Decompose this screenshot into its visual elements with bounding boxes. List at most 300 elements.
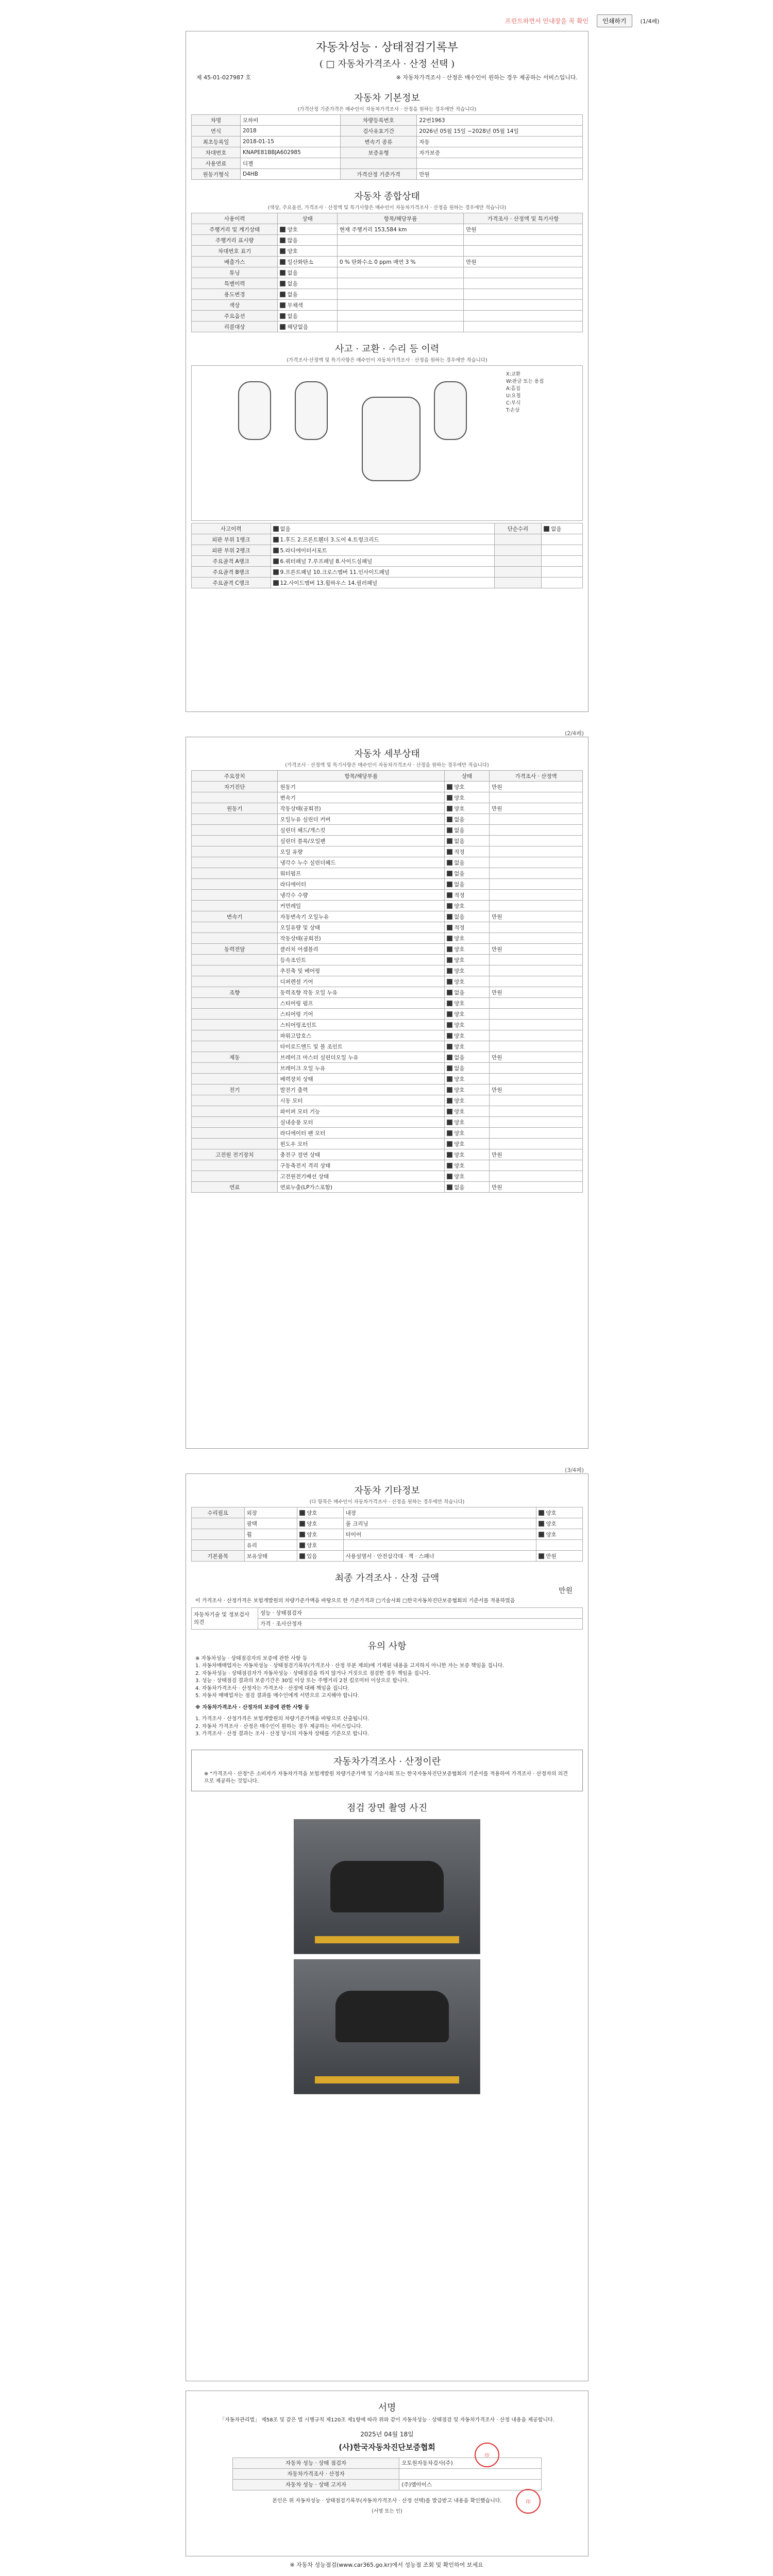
- notice-line: 1. 자동차매매업자는 자동차성능 · 상태점검기록부(가격조사 · 산정 부분 제외)에 기재된 내용을 고지하지 아니한 자는 보증 책임을 집니다.: [195, 1663, 505, 1669]
- total-detail: [337, 267, 463, 278]
- total-status: 양호: [278, 246, 337, 257]
- total-price: [464, 267, 583, 278]
- checkbox-icon: [299, 1510, 305, 1516]
- basic-value: 2018: [240, 126, 340, 137]
- detail-system: [192, 901, 278, 911]
- legend-item: A:흠집: [506, 386, 520, 392]
- detail-price: [490, 846, 583, 857]
- page-2: [186, 730, 589, 1449]
- detail-part: 작동상태(공회전): [278, 933, 445, 944]
- detail-price: 만원: [490, 1052, 583, 1063]
- total-header: 사용이력: [192, 213, 278, 224]
- page-1: [186, 31, 589, 712]
- detail-system: [192, 1106, 278, 1117]
- doc-notice: ※ 자동차가격조사 · 산정은 매수인이 원하는 경우 제공하는 서비스입니다.: [396, 74, 578, 81]
- etc-status: 만원: [536, 1551, 583, 1562]
- total-detail: 0 % 탄화수소 0 ppm 매연 3 %: [337, 257, 463, 267]
- detail-sub: (가격조사 · 산정액 및 특기사항은 매수인이 자동차가격조사 · 산정을 원하는 경우에만 적습니다): [285, 762, 489, 768]
- detail-system: [192, 1030, 278, 1041]
- checkbox-icon: [447, 946, 452, 952]
- footer-note: ※ 자동차 성능점검(www.car365.go.kr)에서 성능점 조회 및 확인하여 보세요: [290, 2562, 483, 2568]
- receive-text: 본인은 위 자동차성능 · 상태점검기록부(자동차가격조사 · 산정 선택)를 발급받고 내용을 확인했습니다.: [272, 2498, 502, 2504]
- etc-status: 양호: [297, 1518, 344, 1529]
- checkbox-icon: [447, 784, 452, 790]
- detail-part: 오일 유량: [278, 846, 445, 857]
- basic-label: 가격산정 기준가격: [340, 169, 417, 180]
- detail-row: [192, 976, 583, 987]
- etc-item: 내장: [343, 1507, 536, 1518]
- basic-info-sub: (가격산정 기준가격은 매수인이 자동차가격조사 · 산정을 원하는 경우에만 적습니다): [297, 107, 477, 112]
- opinion-inspector: 성능 · 상태점검자: [258, 1607, 583, 1618]
- checkbox-icon: [447, 1141, 452, 1147]
- signature-title: 서명: [378, 2402, 396, 2413]
- detail-price: 만원: [490, 911, 583, 922]
- etc-item: [343, 1540, 536, 1551]
- total-status-table: [191, 213, 583, 332]
- detail-system: [192, 1171, 278, 1182]
- detail-part: 시동 모터: [278, 1095, 445, 1106]
- total-price: [464, 300, 583, 311]
- accident-label: 주요골격 A랭크: [192, 556, 271, 567]
- detail-status: 없음: [445, 1052, 490, 1063]
- detail-status: 양호: [445, 998, 490, 1009]
- lift-shape: [315, 1936, 459, 1943]
- detail-price: [490, 1117, 583, 1128]
- accident-value: [542, 534, 583, 545]
- etc-item: 유리: [244, 1540, 297, 1551]
- car-outline-front: [238, 381, 271, 440]
- notice-list: [186, 1653, 588, 1702]
- inspection-photo-2: [294, 1959, 480, 2094]
- sign-role: 자동차 성능 · 상태 고지자: [233, 2479, 399, 2490]
- detail-system: [192, 1128, 278, 1139]
- total-detail: [337, 278, 463, 289]
- detail-row: [192, 792, 583, 803]
- detail-part: 구동축전지 격리 상태: [278, 1160, 445, 1171]
- detail-status: 적정: [445, 890, 490, 901]
- page-3: [186, 1467, 589, 2381]
- page-counter: (1/4페): [640, 18, 660, 25]
- basic-row: [192, 115, 583, 126]
- checkbox-icon: [447, 1174, 452, 1179]
- total-row: [192, 300, 583, 311]
- total-item: 용도변경: [192, 289, 278, 300]
- checkbox-icon: [447, 1022, 452, 1028]
- notice-line: 5. 자동차 매매업자는 점검 결과를 매수인에게 서면으로 고지해야 합니다.: [195, 1693, 360, 1699]
- detail-system: [192, 998, 278, 1009]
- receive-sign: (서명 또는 인): [372, 2509, 402, 2514]
- detail-row: [192, 1009, 583, 1020]
- photo-title: 점검 장면 촬영 사진: [346, 1802, 428, 1814]
- checkbox-icon: [280, 324, 285, 330]
- checkbox-icon: [447, 957, 452, 963]
- basic-value: 2018-01-15: [240, 137, 340, 147]
- detail-price: [490, 976, 583, 987]
- detail-price: [490, 857, 583, 868]
- checkbox-icon: [447, 1001, 452, 1006]
- detail-price: [490, 1128, 583, 1139]
- checkbox-icon: [280, 313, 285, 319]
- checkbox-icon: [447, 827, 452, 833]
- total-status: 없음: [278, 267, 337, 278]
- detail-price: [490, 965, 583, 976]
- detail-row: [192, 933, 583, 944]
- detail-row: [192, 782, 583, 792]
- etc-item: 보유상태: [244, 1551, 297, 1562]
- detail-system: [192, 1020, 278, 1030]
- detail-price: [490, 825, 583, 836]
- checkbox-icon: [447, 914, 452, 920]
- checkbox-icon: [539, 1510, 544, 1516]
- org-stamp: 印: [475, 2443, 499, 2467]
- detail-part: 등속조인트: [278, 955, 445, 965]
- checkbox-icon: [447, 892, 452, 898]
- legend-item: U:요철: [506, 393, 521, 399]
- detail-system: 연료: [192, 1182, 278, 1193]
- detail-row: [192, 1095, 583, 1106]
- basic-row: [192, 137, 583, 147]
- detail-title: 자동차 세부상태: [354, 749, 420, 759]
- detail-row: [192, 879, 583, 890]
- detail-price: 만원: [490, 803, 583, 814]
- etc-status: 양호: [536, 1518, 583, 1529]
- sign-row: [233, 2468, 542, 2479]
- detail-price: [490, 1074, 583, 1084]
- checkbox-icon: [447, 979, 452, 985]
- checkbox-icon: [280, 248, 285, 254]
- detail-price: [490, 890, 583, 901]
- etc-item: 타이어: [343, 1529, 536, 1540]
- checkbox-icon: [447, 1055, 452, 1060]
- checkbox-icon: [447, 936, 452, 941]
- detail-header: 주요장치: [192, 771, 278, 782]
- detail-system: 자기진단: [192, 782, 278, 792]
- appraisal-box-title: 자동차가격조사 · 산정이란: [333, 1756, 441, 1767]
- detail-price: [490, 868, 583, 879]
- checkbox-icon: [447, 1087, 452, 1093]
- accident-label: [494, 556, 541, 567]
- detail-part: 배력장치 상태: [278, 1074, 445, 1084]
- car-outline-side: [295, 381, 328, 440]
- detail-status: 없음: [445, 868, 490, 879]
- legend-item: W:판금 또는 용접: [506, 379, 544, 384]
- checkbox-icon: [273, 537, 279, 543]
- detail-row: [192, 1074, 583, 1084]
- detail-row: [192, 911, 583, 922]
- notice2-title: ※ 자동차가격조사 · 산정자의 보증에 관한 사항 등: [195, 1704, 310, 1710]
- detail-system: 제동: [192, 1052, 278, 1063]
- detail-system: [192, 879, 278, 890]
- detail-price: [490, 814, 583, 825]
- detail-price: [490, 1063, 583, 1074]
- detail-status: 양호: [445, 955, 490, 965]
- detail-system: [192, 814, 278, 825]
- detail-status: 양호: [445, 1139, 490, 1149]
- checkbox-icon: [299, 1553, 305, 1559]
- detail-price: [490, 922, 583, 933]
- detail-price: [490, 1139, 583, 1149]
- detail-row: [192, 814, 583, 825]
- detail-system: 고전원 전기장치: [192, 1149, 278, 1160]
- detail-part: 스티어링 기어: [278, 1009, 445, 1020]
- detail-part: 워터펌프: [278, 868, 445, 879]
- checkbox-icon: [447, 1011, 452, 1017]
- total-detail: [337, 289, 463, 300]
- detail-price: [490, 1171, 583, 1182]
- basic-value: 모하비: [240, 115, 340, 126]
- detail-status: 양호: [445, 1041, 490, 1052]
- detail-status: 양호: [445, 1074, 490, 1084]
- total-row: [192, 235, 583, 246]
- opinion-table: [191, 1607, 583, 1630]
- detail-part: 오일누유 실린더 커버: [278, 814, 445, 825]
- total-item: 튜닝: [192, 267, 278, 278]
- detail-status: 없음: [445, 879, 490, 890]
- final-price-unit: 만원: [558, 1587, 573, 1595]
- detail-status: 없음: [445, 1063, 490, 1074]
- sign-name: 오토원자동차검사(주): [399, 2458, 542, 2468]
- opinion-appraiser: 가격 · 조사산정자: [258, 1618, 583, 1629]
- etc-item: 사용설명서 · 안전삼각대 · 잭 · 스패너: [343, 1551, 536, 1562]
- detail-row: [192, 1160, 583, 1171]
- accident-value: [542, 556, 583, 567]
- total-price: [464, 321, 583, 332]
- basic-value: [417, 158, 583, 169]
- page-4: [186, 2391, 589, 2556]
- detail-price: [490, 955, 583, 965]
- checkbox-icon: [447, 968, 452, 974]
- detail-row: [192, 846, 583, 857]
- detail-status: 양호: [445, 782, 490, 792]
- appraisal-box-text: ※ "가격조사 · 산정"은 소비자가 자동차가격을 보험개발원 차량기준가액 및 기술사회 또는 한국자동차진단보증협회의 기준서를 적용하여 가격조사 · 산정자의 의견으로 제공하는 것입니다.: [204, 1771, 568, 1784]
- detail-row: [192, 1182, 583, 1193]
- basic-label: 연식: [192, 126, 241, 137]
- checkbox-icon: [447, 1152, 452, 1158]
- detail-part: 실린더 블록/오일팬: [278, 836, 445, 846]
- detail-table: [191, 770, 583, 1193]
- notice-line: 2. 자동차성능 · 상태점검자가 자동차성능 · 상태점검을 하지 않거나 거짓으로 점검한 경우 책임을 집니다.: [195, 1670, 431, 1676]
- checkbox-icon: [447, 849, 452, 855]
- total-item: 특별이력: [192, 278, 278, 289]
- detail-part: 와이퍼 모터 기능: [278, 1106, 445, 1117]
- inspection-photo-1: [294, 1819, 480, 1954]
- basic-row: [192, 158, 583, 169]
- checkbox-icon: [447, 871, 452, 876]
- detail-part: 추진축 및 베어링: [278, 965, 445, 976]
- detail-part: 연료누출(LP가스포함): [278, 1182, 445, 1193]
- total-price: [464, 246, 583, 257]
- detail-system: [192, 976, 278, 987]
- detail-status: 없음: [445, 857, 490, 868]
- etc-sub: (다 항목은 매수인이 자동차가격조사 · 산정을 원하는 경우에만 적습니다): [309, 1499, 465, 1505]
- total-price: [464, 278, 583, 289]
- detail-system: 전기: [192, 1084, 278, 1095]
- total-status: 없음: [278, 289, 337, 300]
- detail-row: [192, 1084, 583, 1095]
- detail-part: 발전기 출력: [278, 1084, 445, 1095]
- notice-line: 3. 성능 · 상태점검 결과의 보증기간은 30일 이상 또는 주행거리 2천 킬로미터 이상으로 합니다.: [195, 1678, 409, 1684]
- detail-system: [192, 868, 278, 879]
- checkbox-icon: [280, 292, 285, 297]
- notice-line: ※ 자동차성능 · 상태점검자의 보증에 관한 사항 등: [195, 1655, 308, 1662]
- detail-system: [192, 825, 278, 836]
- top-bar: [505, 14, 659, 27]
- checkbox-icon: [447, 903, 452, 909]
- checkbox-icon: [447, 1130, 452, 1136]
- checkbox-icon: [273, 569, 279, 575]
- detail-header: 항목/해당부품: [278, 771, 445, 782]
- signature-date: 2025년 04월 18일: [360, 2430, 414, 2438]
- detail-part: 고전원전기배선 상태: [278, 1171, 445, 1182]
- detail-status: 양호: [445, 1117, 490, 1128]
- detail-price: [490, 1160, 583, 1171]
- print-button[interactable]: 인쇄하기: [597, 14, 632, 27]
- basic-value: 22번1963: [417, 115, 583, 126]
- diagram-legend: [506, 370, 578, 413]
- notice2-line: 1. 가격조사 · 산정가격은 보험개발원의 차량기준가액을 바탕으로 산출됩니다.: [195, 1716, 369, 1722]
- accident-row: [192, 556, 583, 567]
- accident-value: [542, 567, 583, 578]
- detail-row: [192, 1128, 583, 1139]
- signature-org: (사)한국자동차진단보증협회: [339, 2442, 435, 2452]
- detail-row: [192, 857, 583, 868]
- total-detail: [337, 235, 463, 246]
- notice-title: 유의 사항: [367, 1640, 407, 1652]
- checkbox-icon: [280, 281, 285, 286]
- total-item: 색상: [192, 300, 278, 311]
- detail-status: 양호: [445, 1009, 490, 1020]
- checkbox-icon: [273, 580, 279, 586]
- detail-status: 양호: [445, 901, 490, 911]
- checkbox-icon: [299, 1543, 305, 1548]
- detail-part: 클러치 어셈블리: [278, 944, 445, 955]
- detail-part: 작동상태(공회전): [278, 803, 445, 814]
- total-detail: [337, 246, 463, 257]
- total-row: [192, 321, 583, 332]
- legend-item: X:교환: [506, 371, 521, 377]
- document-subtitle: ( □ 자동차가격조사 · 산정 선택 ): [319, 59, 455, 70]
- total-header: 상태: [278, 213, 337, 224]
- detail-row: [192, 1106, 583, 1117]
- detail-status: 양호: [445, 1095, 490, 1106]
- basic-value: D4HB: [240, 169, 340, 180]
- detail-system: [192, 1160, 278, 1171]
- checkbox-icon: [273, 558, 279, 564]
- etc-status: 양호: [536, 1507, 583, 1518]
- detail-part: 냉각수 누수 실린더헤드: [278, 857, 445, 868]
- accident-label: 사고이력: [192, 523, 271, 534]
- detail-part: 원동기: [278, 782, 445, 792]
- etc-table: [191, 1507, 583, 1562]
- total-status: 없음: [278, 311, 337, 321]
- etc-status: 양호: [536, 1529, 583, 1540]
- detail-status: 양호: [445, 933, 490, 944]
- detail-status: 양호: [445, 1149, 490, 1160]
- accident-label: [494, 567, 541, 578]
- checkbox-icon: [447, 795, 452, 801]
- detail-price: [490, 1095, 583, 1106]
- detail-status: 없음: [445, 825, 490, 836]
- basic-value: 2026년 05월 15일 ~2028년 05월 14일: [417, 126, 583, 137]
- checkbox-icon: [447, 1109, 452, 1114]
- total-detail: [337, 321, 463, 332]
- etc-status: [536, 1540, 583, 1551]
- doc-number: 제 45-01-027987 호: [196, 74, 251, 81]
- detail-system: 동력전달: [192, 944, 278, 955]
- detail-system: [192, 1009, 278, 1020]
- inspector-stamp: 印: [516, 2489, 541, 2514]
- total-item: 주행거리 및 계기상태: [192, 224, 278, 235]
- accident-sub: (가격조사·산정액 및 특기사항은 매수인이 자동차가격조사 · 산정을 원하는 경우에만 적습니다): [287, 358, 488, 363]
- detail-system: 변속기: [192, 911, 278, 922]
- detail-status: 없음: [445, 911, 490, 922]
- basic-label: 원동기형식: [192, 169, 241, 180]
- etc-row: [192, 1529, 583, 1540]
- sign-name: [399, 2468, 542, 2479]
- detail-system: [192, 836, 278, 846]
- checkbox-icon: [447, 860, 452, 866]
- etc-group: [192, 1529, 245, 1540]
- detail-status: 양호: [445, 976, 490, 987]
- detail-status: 양호: [445, 1084, 490, 1095]
- detail-part: 오일유량 및 상태: [278, 922, 445, 933]
- detail-status: 없음: [445, 814, 490, 825]
- total-item: 차대번호 표기: [192, 246, 278, 257]
- detail-row: [192, 1171, 583, 1182]
- detail-status: 없음: [445, 1182, 490, 1193]
- etc-status: 양호: [297, 1507, 344, 1518]
- checkbox-icon: [280, 238, 285, 243]
- checkbox-icon: [447, 1163, 452, 1168]
- checkbox-icon: [280, 227, 285, 232]
- total-price: 만원: [464, 257, 583, 267]
- total-status: 무채색: [278, 300, 337, 311]
- accident-row: [192, 523, 583, 534]
- detail-row: [192, 998, 583, 1009]
- total-status: 많음: [278, 235, 337, 246]
- detail-price: [490, 1106, 583, 1117]
- accident-label: [494, 534, 541, 545]
- total-price: [464, 289, 583, 300]
- detail-system: [192, 1074, 278, 1084]
- car-outline-rear: [434, 381, 467, 440]
- detail-system: [192, 857, 278, 868]
- detail-row: [192, 944, 583, 955]
- detail-system: [192, 1139, 278, 1149]
- total-price: 만원: [464, 224, 583, 235]
- car-photo-shape-2: [335, 1991, 449, 2042]
- checkbox-icon: [447, 990, 452, 995]
- legend-item: T:손상: [506, 408, 520, 413]
- total-row: [192, 289, 583, 300]
- total-price: [464, 235, 583, 246]
- total-detail: [337, 311, 463, 321]
- sign-row: [233, 2479, 542, 2490]
- detail-status: 없음: [445, 836, 490, 846]
- detail-status: 적정: [445, 846, 490, 857]
- detail-part: 라디에이터: [278, 879, 445, 890]
- accident-value: [542, 545, 583, 556]
- detail-part: 브레이크 오일 누유: [278, 1063, 445, 1074]
- detail-status: 양호: [445, 944, 490, 955]
- detail-system: [192, 1063, 278, 1074]
- detail-system: [192, 890, 278, 901]
- detail-price: 만원: [490, 944, 583, 955]
- accident-row: [192, 578, 583, 588]
- detail-price: 만원: [490, 987, 583, 998]
- detail-status: 양호: [445, 803, 490, 814]
- checkbox-icon: [447, 1033, 452, 1039]
